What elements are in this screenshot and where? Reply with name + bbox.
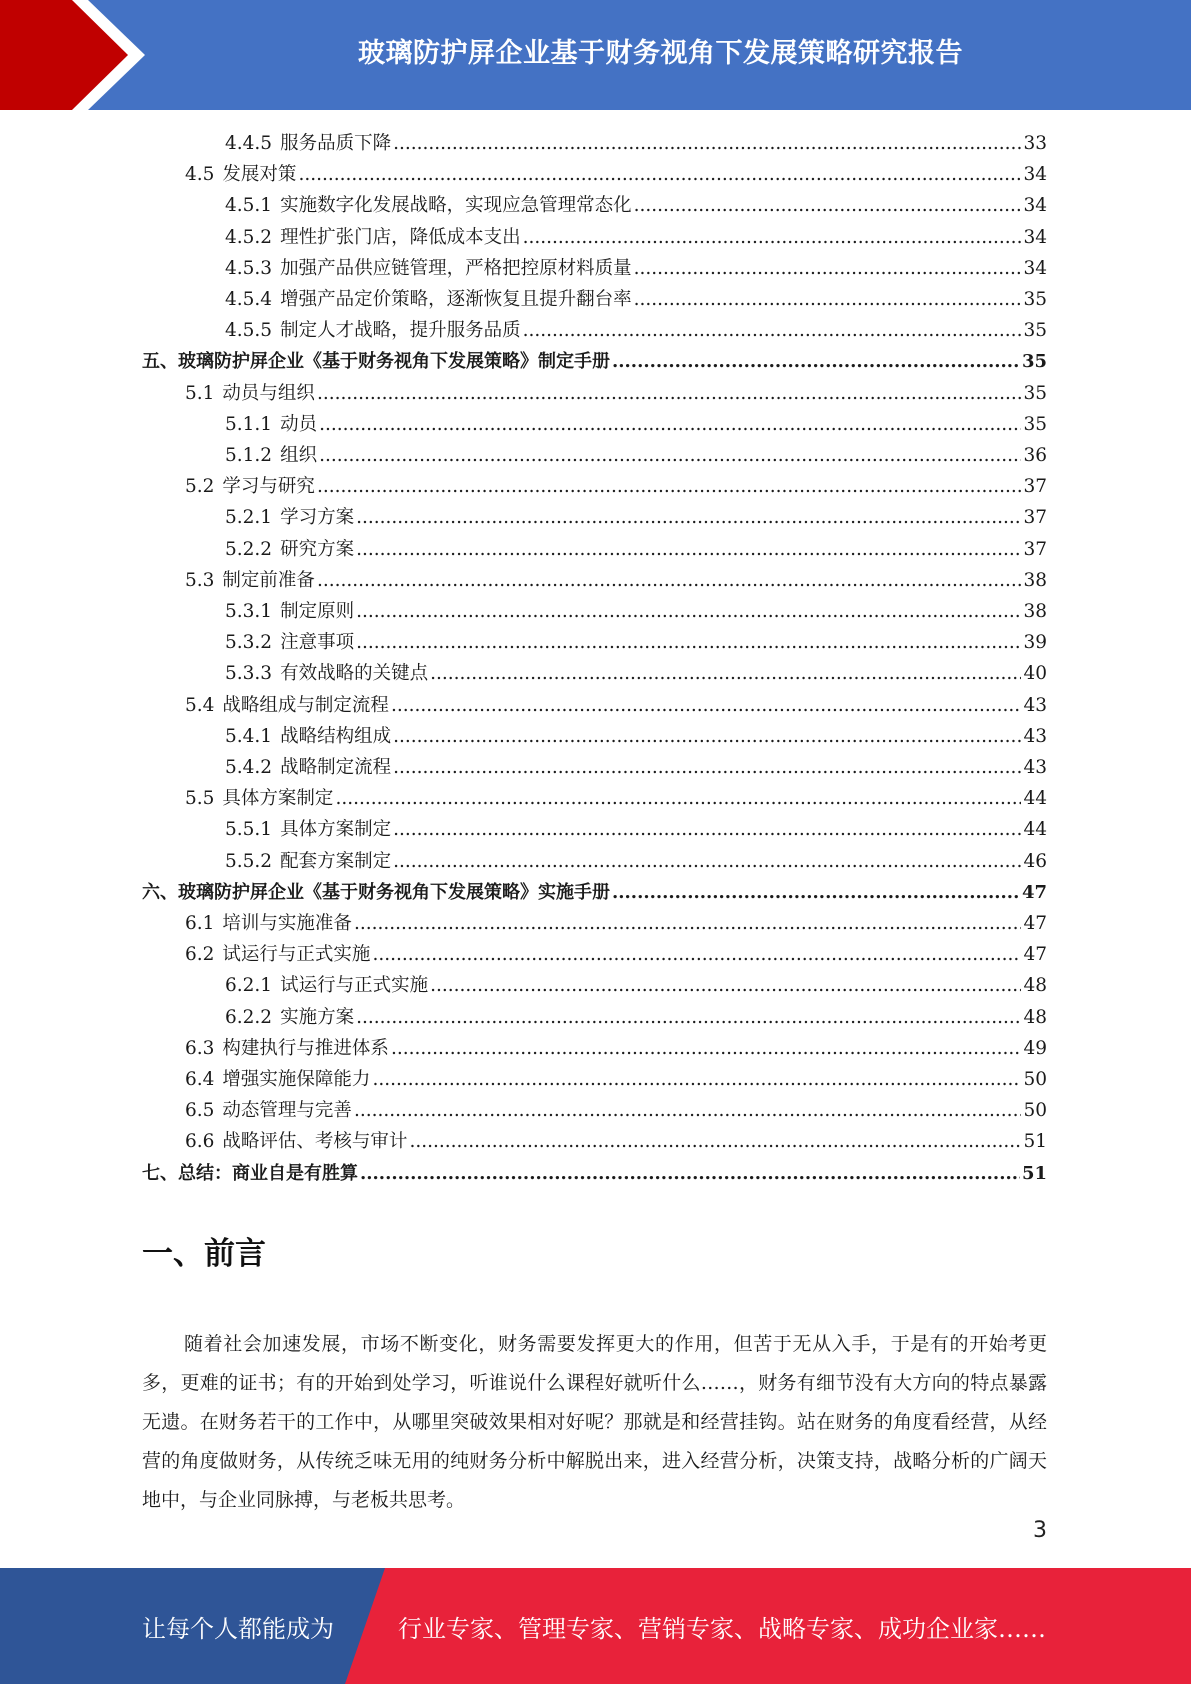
toc-entry-title: 动态管理与完善 <box>222 1100 352 1122</box>
toc-entry[interactable] <box>225 502 1047 533</box>
toc-entry-number: 5.3.3 <box>225 663 273 685</box>
toc-entry-title: 五、玻璃防护屏企业《基于财务视角下发展策略》制定手册 <box>142 351 610 373</box>
toc-dot-leader <box>393 814 1021 845</box>
toc-entry[interactable] <box>142 1158 1047 1189</box>
toc-entry-number: 5.1.1 <box>225 413 273 435</box>
toc-entry[interactable] <box>142 877 1047 908</box>
toc-entry-page: 39 <box>1023 632 1047 654</box>
toc-dot-leader <box>393 752 1021 783</box>
toc-entry-page: 38 <box>1023 601 1047 622</box>
toc-entry[interactable] <box>225 814 1047 845</box>
page-header <box>0 0 1191 110</box>
toc-entry[interactable] <box>185 1126 1047 1157</box>
toc-entry-page: 51 <box>1021 1162 1047 1184</box>
toc-entry-number: 4.5 <box>185 164 215 186</box>
toc-dot-leader <box>430 658 1021 689</box>
toc-entry-page: 44 <box>1023 819 1047 841</box>
toc-dot-leader <box>356 627 1021 658</box>
toc-entry-title: 试运行与正式实施 <box>222 944 371 966</box>
toc-entry-page: 47 <box>1023 913 1047 934</box>
toc-entry[interactable] <box>225 846 1047 877</box>
toc-entry[interactable] <box>185 378 1047 409</box>
toc-entry-page: 38 <box>1023 569 1047 591</box>
toc-dot-leader <box>393 128 1021 159</box>
toc-entry-number: 5.1 <box>185 382 215 404</box>
toc-entry[interactable] <box>225 190 1047 221</box>
toc-entry-title: 有效战略的关键点 <box>280 663 429 685</box>
toc-entry-number: 6.1 <box>185 913 215 934</box>
toc-entry-title: 构建执行与推进体系 <box>222 1037 389 1059</box>
toc-entry[interactable] <box>225 284 1047 315</box>
toc-entry-page: 35 <box>1023 413 1047 435</box>
toc-dot-leader <box>319 409 1021 440</box>
toc-dot-leader <box>409 1126 1021 1157</box>
page-footer <box>0 1568 1191 1684</box>
toc-entry-title: 战略结构组成 <box>280 725 392 747</box>
toc-dot-leader <box>612 877 1020 908</box>
toc-entry-number: 4.5.1 <box>225 195 273 217</box>
toc-entry-number: 6.6 <box>185 1131 215 1153</box>
toc-entry-page: 35 <box>1023 382 1047 404</box>
toc-entry-page: 46 <box>1023 850 1047 872</box>
toc-entry-number: 4.5.5 <box>225 320 273 342</box>
toc-entry-page: 36 <box>1023 445 1047 466</box>
toc-entry-page: 35 <box>1023 289 1047 310</box>
toc-entry[interactable] <box>225 627 1047 658</box>
header-red-arrow-icon <box>0 0 150 110</box>
toc-entry-number: 5.4.1 <box>225 725 273 747</box>
toc-entry-page: 35 <box>1023 320 1047 342</box>
toc-entry-title: 学习方案 <box>280 507 355 529</box>
toc-entry[interactable] <box>185 1033 1047 1064</box>
toc-entry[interactable] <box>225 534 1047 565</box>
toc-entry[interactable] <box>225 409 1047 440</box>
toc-entry-page: 43 <box>1023 694 1047 716</box>
toc-dot-leader <box>356 502 1021 533</box>
toc-entry-title: 试运行与正式实施 <box>280 975 429 997</box>
toc-entry-number: 6.2 <box>185 944 215 966</box>
toc-entry-page: 37 <box>1023 476 1047 498</box>
toc-dot-leader <box>430 970 1021 1001</box>
toc-dot-leader <box>634 253 1022 284</box>
toc-entry-page: 47 <box>1021 881 1047 903</box>
toc-dot-leader <box>319 440 1021 471</box>
toc-dot-leader <box>335 783 1021 814</box>
toc-entry-number: 5.4 <box>185 694 215 716</box>
toc-entry[interactable] <box>185 939 1047 970</box>
toc-entry-page: 34 <box>1023 195 1047 217</box>
toc-entry[interactable] <box>185 159 1047 190</box>
toc-entry-number: 5.2 <box>185 476 215 498</box>
toc-entry-title: 战略制定流程 <box>280 757 392 778</box>
toc-entry[interactable] <box>225 128 1047 159</box>
toc-dot-leader <box>317 378 1022 409</box>
toc-entry-title: 发展对策 <box>222 164 297 186</box>
toc-entry[interactable] <box>185 690 1047 721</box>
toc-entry-page: 47 <box>1023 944 1047 966</box>
toc-dot-leader <box>634 284 1022 315</box>
toc-dot-leader <box>372 1064 1021 1095</box>
toc-entry-title: 加强产品供应链管理，严格把控原材料质量 <box>280 257 632 279</box>
section-title: 一、前言 <box>142 1236 266 1272</box>
toc-dot-leader <box>393 721 1021 752</box>
toc-entry-title: 增强产品定价策略，逐渐恢复且提升翻台率 <box>280 289 632 310</box>
toc-dot-leader <box>393 846 1021 877</box>
toc-entry-page: 34 <box>1023 226 1047 248</box>
toc-dot-leader <box>354 1095 1022 1126</box>
toc-entry-number: 5.2.1 <box>225 507 273 529</box>
toc-entry-number: 4.5.3 <box>225 257 273 279</box>
toc-entry-title: 注意事项 <box>280 632 355 654</box>
toc-entry[interactable] <box>185 908 1047 939</box>
toc-entry-title: 制定原则 <box>280 601 355 622</box>
toc-entry-page: 51 <box>1023 1131 1047 1153</box>
toc-entry-title: 实施数字化发展战略，实现应急管理常态化 <box>280 195 632 217</box>
toc-entry-number: 5.3 <box>185 569 215 591</box>
toc-entry-page: 35 <box>1021 351 1047 373</box>
toc-entry[interactable] <box>225 721 1047 752</box>
toc-entry-title: 七、总结：商业自是有胜算 <box>142 1162 358 1184</box>
footer-slogan-left: 让每个人都能成为 <box>142 1614 334 1643</box>
toc-entry[interactable] <box>142 346 1047 377</box>
header-title: 玻璃防护屏企业基于财务视角下发展策略研究报告 <box>358 37 963 69</box>
toc-entry[interactable] <box>225 315 1047 346</box>
toc-entry-page: 34 <box>1023 164 1047 186</box>
toc-entry[interactable] <box>185 783 1047 814</box>
toc-entry-page: 49 <box>1023 1037 1047 1059</box>
toc-entry-page: 43 <box>1023 757 1047 778</box>
toc-entry-number: 4.5.2 <box>225 226 273 248</box>
toc-entry-title: 增强实施保障能力 <box>222 1069 371 1090</box>
toc-entry-title: 动员 <box>280 413 318 435</box>
toc-dot-leader <box>372 939 1021 970</box>
toc-entry[interactable] <box>185 565 1047 596</box>
body-paragraph: 随着社会加速发展，市场不断变化，财务需要发挥更大的作用，但苦于无从入手，于是有的开始考更多，更难的证书；有的开始到处学习，听谁说什么课程好就听什么……，财务有细节没有大方向的特点暴露无遗。在财务若干的工作中，从哪里突破效果相对好呢？那就是和经营挂钩。站在财务的角度看经营，从经营的角度做财务，从传统乏味无用的纯财务分析中解脱出来，进入经营分析，决策支持，战略分析的广阔天地中，与企业同脉搏，与老板共思考。 <box>142 1333 1047 1511</box>
toc-entry[interactable] <box>225 253 1047 284</box>
toc-entry-number: 6.5 <box>185 1100 215 1122</box>
toc-entry-number: 5.3.1 <box>225 601 273 622</box>
toc-dot-leader <box>391 1033 1022 1064</box>
toc-entry-number: 5.5 <box>185 788 215 810</box>
toc-dot-leader <box>356 596 1021 627</box>
toc-entry-page: 37 <box>1023 538 1047 560</box>
footer-slogan-right: 行业专家、管理专家、营销专家、战略专家、成功企业家…… <box>398 1614 1046 1643</box>
toc-entry-title: 组织 <box>280 445 318 466</box>
toc-dot-leader <box>317 471 1022 502</box>
toc-entry-title: 具体方案制定 <box>222 788 334 810</box>
toc-entry-number: 5.5.2 <box>225 850 273 872</box>
page-number: 3 <box>1033 1518 1047 1543</box>
toc-entry-title: 服务品质下降 <box>280 133 392 154</box>
toc-dot-leader <box>354 908 1022 939</box>
toc-entry-title: 制定人才战略，提升服务品质 <box>280 320 521 342</box>
toc-entry-page: 40 <box>1023 663 1047 685</box>
toc-entry[interactable] <box>185 471 1047 502</box>
toc-entry-number: 5.1.2 <box>225 445 273 466</box>
toc-entry-page: 50 <box>1023 1100 1047 1122</box>
toc-entry-number: 5.3.2 <box>225 632 273 654</box>
toc-entry-page: 33 <box>1023 133 1047 154</box>
toc-entry-title: 六、玻璃防护屏企业《基于财务视角下发展策略》实施手册 <box>142 881 610 903</box>
toc-entry-number: 4.4.5 <box>225 133 273 154</box>
toc-dot-leader <box>634 190 1022 221</box>
toc-entry-title: 具体方案制定 <box>280 819 392 841</box>
toc-entry-title: 学习与研究 <box>222 476 315 498</box>
toc-entry-number: 5.2.2 <box>225 538 273 560</box>
toc-dot-leader <box>356 1002 1021 1033</box>
toc-entry-title: 战略组成与制定流程 <box>222 694 389 716</box>
toc-dot-leader <box>360 1158 1020 1189</box>
toc-entry-number: 6.2.1 <box>225 975 273 997</box>
toc-entry-number: 4.5.4 <box>225 289 273 310</box>
toc-entry-page: 48 <box>1023 1006 1047 1028</box>
toc-entry-title: 理性扩张门店，降低成本支出 <box>280 226 521 248</box>
toc-dot-leader <box>317 565 1022 596</box>
toc-dot-leader <box>356 534 1021 565</box>
toc-entry-page: 34 <box>1023 257 1047 279</box>
toc-entry-number: 6.4 <box>185 1069 215 1090</box>
toc-dot-leader <box>612 346 1020 377</box>
toc-entry[interactable] <box>185 1095 1047 1126</box>
toc-entry-number: 5.5.1 <box>225 819 273 841</box>
toc-entry[interactable] <box>225 752 1047 783</box>
toc-dot-leader <box>298 159 1021 190</box>
toc-entry[interactable] <box>225 440 1047 471</box>
toc-entry-title: 战略评估、考核与审计 <box>222 1131 408 1153</box>
toc-entry-title: 制定前准备 <box>222 569 315 591</box>
toc-entry[interactable] <box>185 1064 1047 1095</box>
toc-entry-number: 6.3 <box>185 1037 215 1059</box>
toc-entry-title: 研究方案 <box>280 538 355 560</box>
toc-dot-leader <box>391 690 1022 721</box>
toc-entry-number: 5.4.2 <box>225 757 273 778</box>
toc-entry[interactable] <box>225 596 1047 627</box>
toc-entry-page: 44 <box>1023 788 1047 810</box>
toc-entry[interactable] <box>225 970 1047 1001</box>
toc-entry[interactable] <box>225 222 1047 253</box>
toc-entry-title: 实施方案 <box>280 1006 355 1028</box>
toc-entry[interactable] <box>225 658 1047 689</box>
toc-entry-page: 37 <box>1023 507 1047 529</box>
toc-entry[interactable] <box>225 1002 1047 1033</box>
toc-entry-title: 培训与实施准备 <box>222 913 352 934</box>
toc-entry-page: 43 <box>1023 725 1047 747</box>
toc-entry-page: 48 <box>1023 975 1047 997</box>
toc-entry-number: 6.2.2 <box>225 1006 273 1028</box>
toc-entry-page: 50 <box>1023 1069 1047 1090</box>
toc-dot-leader <box>523 222 1022 253</box>
toc-dot-leader <box>523 315 1022 346</box>
toc-entry-title: 动员与组织 <box>222 382 315 404</box>
toc-entry-title: 配套方案制定 <box>280 850 392 872</box>
